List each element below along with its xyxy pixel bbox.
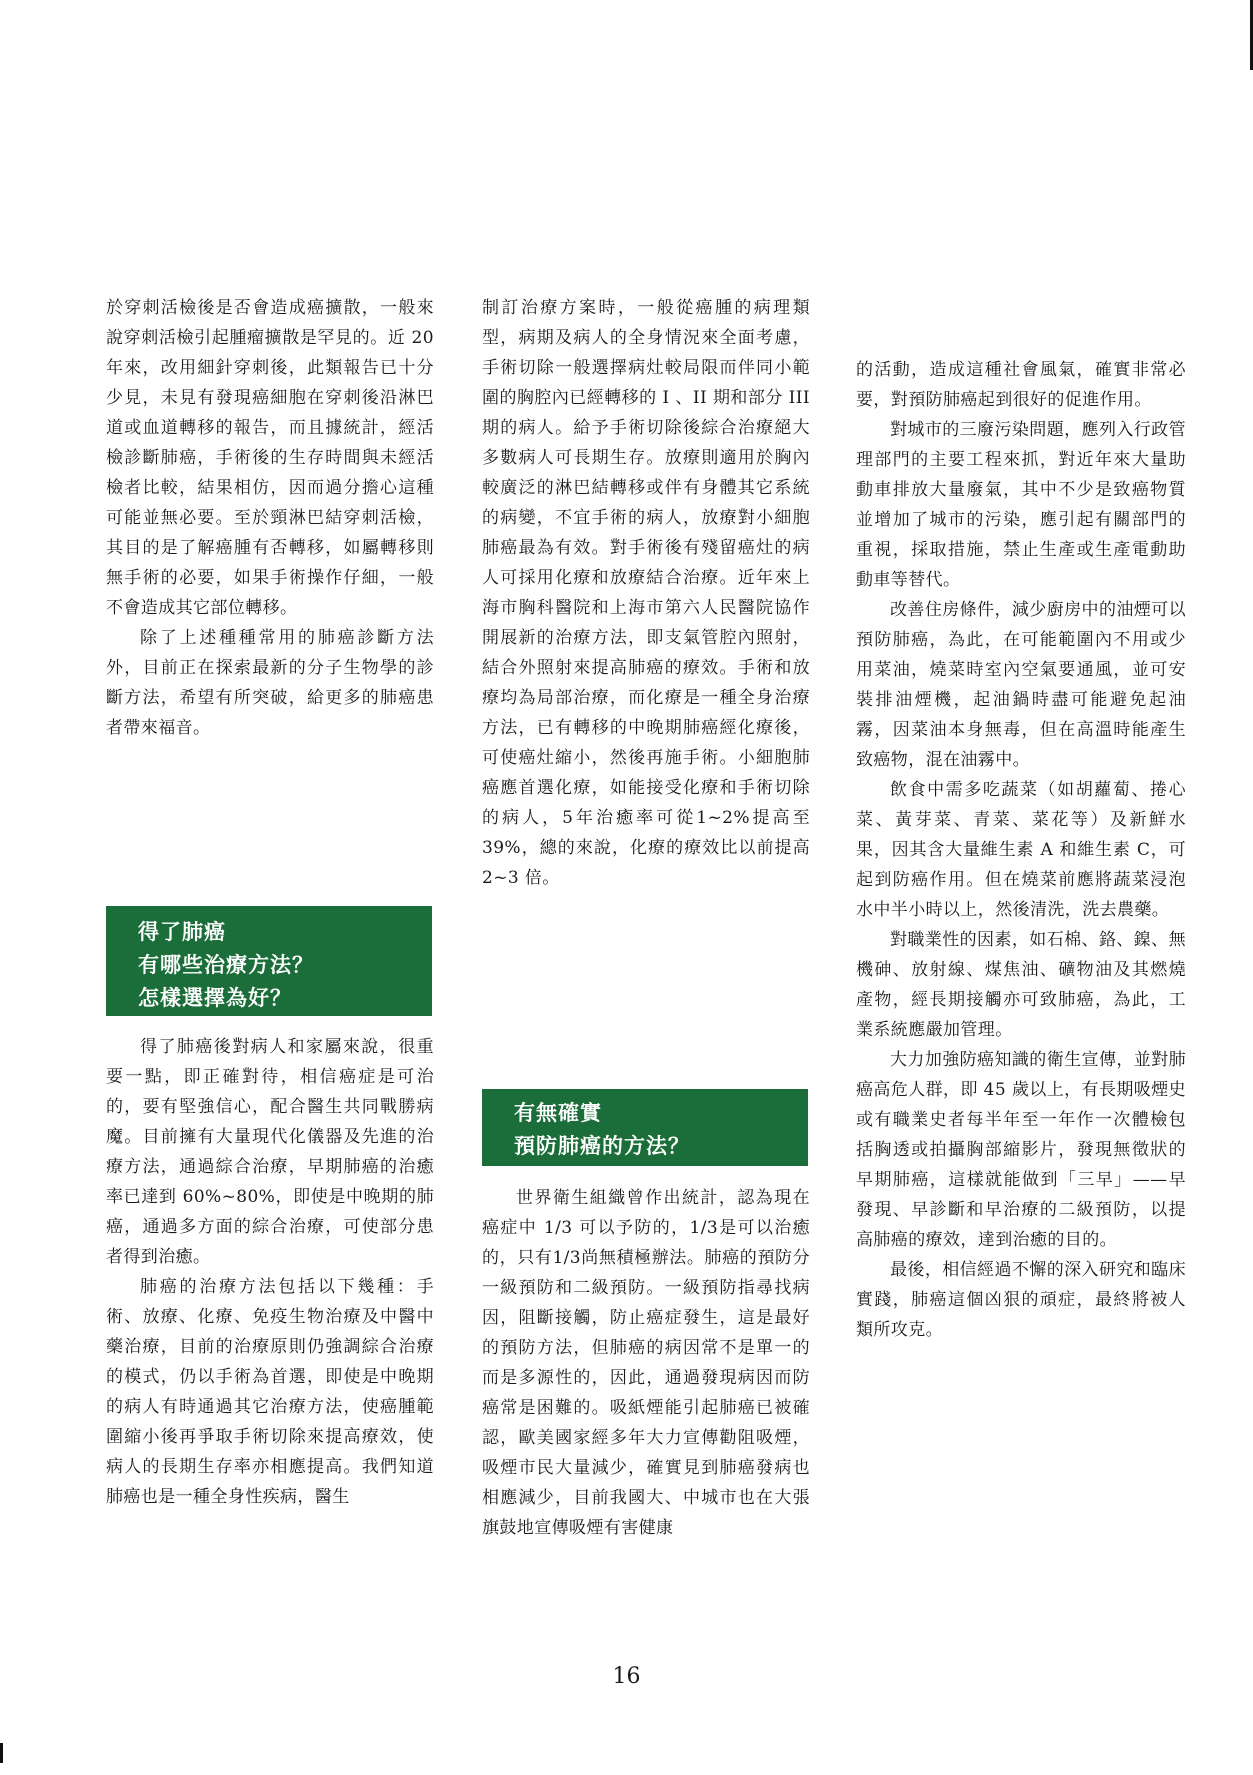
heading-line: 有無確實 xyxy=(514,1101,602,1125)
column-2-continued xyxy=(482,1183,810,1543)
paragraph: 飲食中需多吃蔬菜（如胡蘿蔔、捲心菜、黃芽菜、青菜、菜花等）及新鮮水果，因其含大量維生素 A 和維生素 C，可起到防癌作用。但在燒菜前應將蔬菜浸泡水中半小時以上，然後清洗，洗去農藥。 xyxy=(856,780,1186,920)
scan-edge-mark xyxy=(0,1743,3,1763)
section-heading-prevention xyxy=(482,1089,808,1166)
heading-line: 得了肺癌 xyxy=(138,920,226,944)
paragraph: 大力加強防癌知識的衛生宣傳，並對肺癌高危人群，即 45 歲以上，有長期吸煙史或有職業史者每半年至一年作一次體檢包括胸透或拍攝胸部縮影片，發現無徵狀的早期肺癌，這樣就能做到「三早」——早發現、早診斷和早治療的二級預防，以提高肺癌的療效，達到治癒的目的。 xyxy=(856,1050,1186,1250)
paragraph: 改善住房條件，減少廚房中的油煙可以預防肺癌，為此，在可能範圍內不用或少用菜油，燒菜時室內空氣要通風，並可安裝排油煙機，起油鍋時盡可能避免起油霧，因菜油本身無毒，但在高溫時能產生致癌物，混在油霧中。 xyxy=(856,600,1186,770)
paragraph: 得了肺癌後對病人和家屬來說，很重要一點，即正確對待，相信癌症是可治的，要有堅強信心，配合醫生共同戰勝病魔。目前擁有大量現代化儀器及先進的治療方法，通過綜合治療，早期肺癌的治癒率已達到 60%~80%，即使是中晚期的肺癌，通過多方面的綜合治療，可使部分患者得到治癒。 xyxy=(106,1037,434,1267)
paragraph: 制訂治療方案時，一般從癌腫的病理類型，病期及病人的全身情況來全面考慮，手術切除一般選擇病灶較局限而伴同小範圍的胸腔內已經轉移的 I 、II 期和部分 III 期的病人。給予手術切除後綜合治療絕大多數病人可長期生存。放療則適用於胸內較廣泛的淋巴結轉移或伴有身體其它系統的病變，不宜手術的病人，放療對小細胞肺癌最為有效。對手術後有殘留癌灶的病人可採用化療和放療結合治療。近年來上海市胸科醫院和上海市第六人民醫院協作開展新的治療方法，即支氣管腔內照射，結合外照射來提高肺癌的療效。手術和放療均為局部治療，而化療是一種全身治療方法，已有轉移的中晚期肺癌經化療後，可使癌灶縮小，然後再施手術。小細胞肺癌應首選化療，如能接受化療和手術切除的病人，5年治癒率可從1~2%提高至 39%，總的來說，化療的療效比以前提高 2~3 倍。 xyxy=(482,298,810,888)
paragraph: 於穿刺活檢後是否會造成癌擴散，一般來說穿刺活檢引起腫瘤擴散是罕見的。近 20 年來，改用細針穿刺後，此類報告已十分少見，未見有發現癌細胞在穿刺後沿淋巴道或血道轉移的報告，而且據統計，經活檢診斷肺癌，手術後的生存時間與未經活檢者比較，結果相仿，因而過分擔心這種可能並無必要。至於頸淋巴結穿刺活檢，其目的是了解癌腫有否轉移，如屬轉移則無手術的必要，如果手術操作仔細，一般不會造成其它部位轉移。 xyxy=(106,298,434,618)
paragraph: 除了上述種種常用的肺癌診斷方法外，目前正在探索最新的分子生物學的診斷方法，希望有所突破，給更多的肺癌患者帶來福音。 xyxy=(106,628,434,738)
column-1 xyxy=(106,293,434,743)
section-heading-treatment xyxy=(106,906,432,1016)
paragraph: 對城市的三廢污染問題，應列入行政管理部門的主要工程來抓，對近年來大量助動車排放大量廢氣，其中不少是致癌物質並增加了城市的污染，應引起有關部門的重視，採取措施，禁止生產或生產電動助動車等替代。 xyxy=(856,420,1186,590)
heading-line: 怎樣選擇為好？ xyxy=(138,986,292,1010)
paragraph: 肺癌的治療方法包括以下幾種：手術、放療、化療、免疫生物治療及中醫中藥治療，目前的治療原則仍強調綜合治療的模式，仍以手術為首選，即使是中晚期的病人有時通過其它治療方法，使癌腫範圍縮小後再爭取手術切除來提高療效，使病人的長期生存率亦相應提高。我們知道肺癌也是一種全身性疾病，醫生 xyxy=(106,1277,434,1507)
page-number: 16 xyxy=(612,1664,641,1689)
paragraph: 對職業性的因素，如石棉、鉻、鎳、無機砷、放射線、煤焦油、礦物油及其燃燒產物，經長期接觸亦可致肺癌，為此，工業系統應嚴加管理。 xyxy=(856,930,1186,1040)
column-2 xyxy=(482,293,810,893)
column-3 xyxy=(856,355,1186,1345)
paragraph: 世界衛生組織曾作出統計，認為現在癌症中 1/3 可以予防的，1/3是可以治癒的，只有1/3尚無積極辦法。肺癌的預防分一級預防和二級預防。一級預防指尋找病因，阻斷接觸，防止癌症發生，這是最好的預防方法，但肺癌的病因常不是單一的而是多源性的，因此，通過發現病因而防癌常是困難的。吸紙煙能引起肺癌已被確認，歐美國家經多年大力宣傳勸阻吸煙，吸煙市民大量減少，確實見到肺癌發病也相應減少，目前我國大、中城市也在大張旗鼓地宣傳吸煙有害健康 xyxy=(482,1188,810,1538)
column-1-continued xyxy=(106,1032,434,1512)
heading-line: 預防肺癌的方法？ xyxy=(514,1134,690,1158)
paragraph: 最後，相信經過不懈的深入研究和臨床實踐，肺癌這個凶狠的頑症，最終將被人類所攻克。 xyxy=(856,1260,1186,1340)
heading-line: 有哪些治療方法？ xyxy=(138,953,314,977)
paragraph: 的活動，造成這種社會風氣，確實非常必要，對預防肺癌起到很好的促進作用。 xyxy=(856,360,1186,410)
